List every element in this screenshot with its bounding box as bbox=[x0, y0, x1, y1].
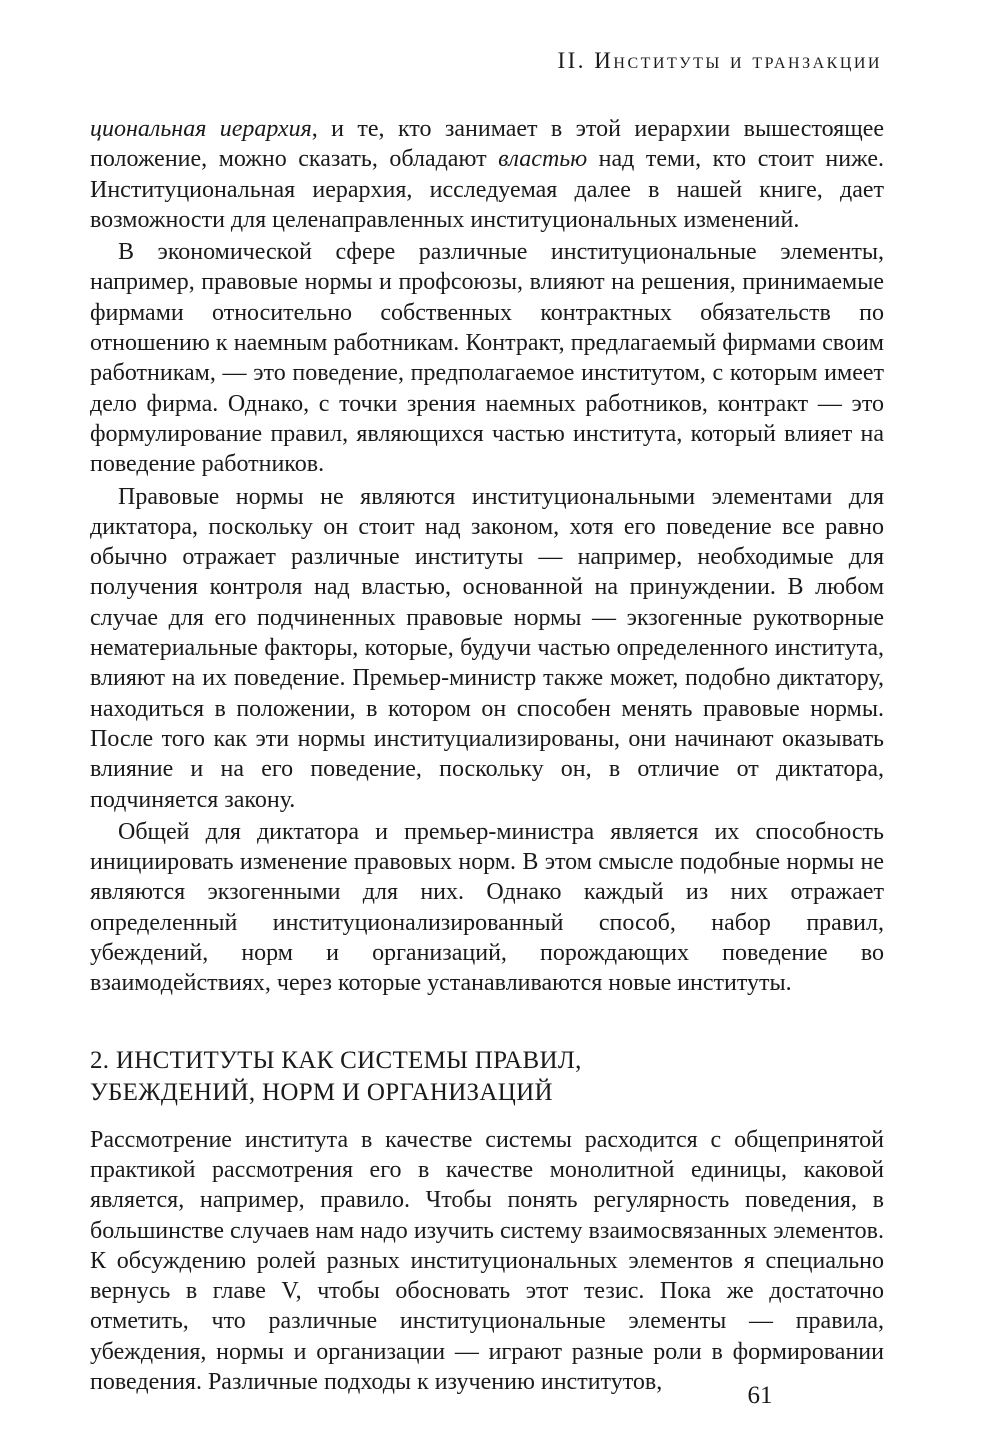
page-body bbox=[90, 114, 884, 1397]
paragraph-1 bbox=[90, 114, 884, 235]
paragraph-5: Рассмотрение института в качестве системы расходится с общепринятой практикой рассмотрения его в качестве монолитной единицы, каковой является, например, правило. Чтобы понять регулярность поведения, в большинстве случаев нам надо изучить систему взаимосвязанных элементов. К обсуждению ролей разных институциональных элементов я специально вернусь в главе V, чтобы обосновать этот тезис. Пока же достаточно отметить, что различные институциональные элементы — правила, убеждения, нормы и организации — играют разные роли в формировании поведения. Различные подходы к изучению институтов, bbox=[90, 1126, 884, 1395]
italic-term-hierarchy: циональная иерархия bbox=[90, 116, 312, 142]
paragraph-1-text-a: , и те, кто занимает в этой иерархии вышестоящее положение, можно сказать, обладают bbox=[90, 116, 884, 173]
italic-term-power: властью bbox=[498, 146, 588, 173]
section-heading bbox=[90, 1045, 884, 1109]
section-heading-line-2: УБЕЖДЕНИЙ, НОРМ И ОРГАНИЗАЦИЙ bbox=[90, 1078, 553, 1106]
page-number: 61 bbox=[747, 1382, 773, 1409]
paragraph-2: В экономической сфере различные институциональные элементы, например, правовые нормы и профсоюзы, влияют на решения, принимаемые фирмами относительно собственных контрактных обязательств по отношению к наемным работникам. Контракт, предлагаемый фирмами своим работникам, — это поведение, предполагаемое институтом, с которым имеет дело фирма. Однако, с точки зрения наемных работников, контракт — это формулирование правил, являющихся частью института, который влияет на поведение работников. bbox=[90, 239, 884, 478]
paragraph-4: Общей для диктатора и премьер-министра является их способность инициировать изменение правовых норм. В этом смысле подобные нормы не являются экзогенными для них. Однако каждый из них отражает определенный институционализированный способ, набор правил, убеждений, норм и организаций, порождающих поведение во взаимодействиях, через которые устанавливаются новые институты. bbox=[90, 818, 884, 997]
paragraph-1-text-b: над теми, кто стоит ниже. Институциональная иерархия, исследуемая далее в нашей книге, дает возможности для целенаправленных институциональных изменений. bbox=[90, 146, 884, 233]
running-head: II. Институты и транзакции bbox=[557, 48, 882, 73]
paragraph-3: Правовые нормы не являются институциональными элементами для диктатора, поскольку он стоит над законом, хотя его поведение все равно обычно отражает различные институты — например, необходимые для получения контроля над властью, основанной на принуждении. В любом случае для его подчиненных правовые нормы — экзогенные рукотворные нематериальные факторы, которые, будучи частью определенного института, влияют на их поведение. Премьер-министр также может, подобно диктатору, находиться в положении, в котором он способен менять правовые нормы. После того как эти нормы институциализированы, они начинают оказывать влияние и на его поведение, поскольку он, в отличие от диктатора, подчиняется закону. bbox=[90, 483, 884, 813]
section-heading-line-1: 2. ИНСТИТУТЫ КАК СИСТЕМЫ ПРАВИЛ, bbox=[90, 1046, 582, 1074]
